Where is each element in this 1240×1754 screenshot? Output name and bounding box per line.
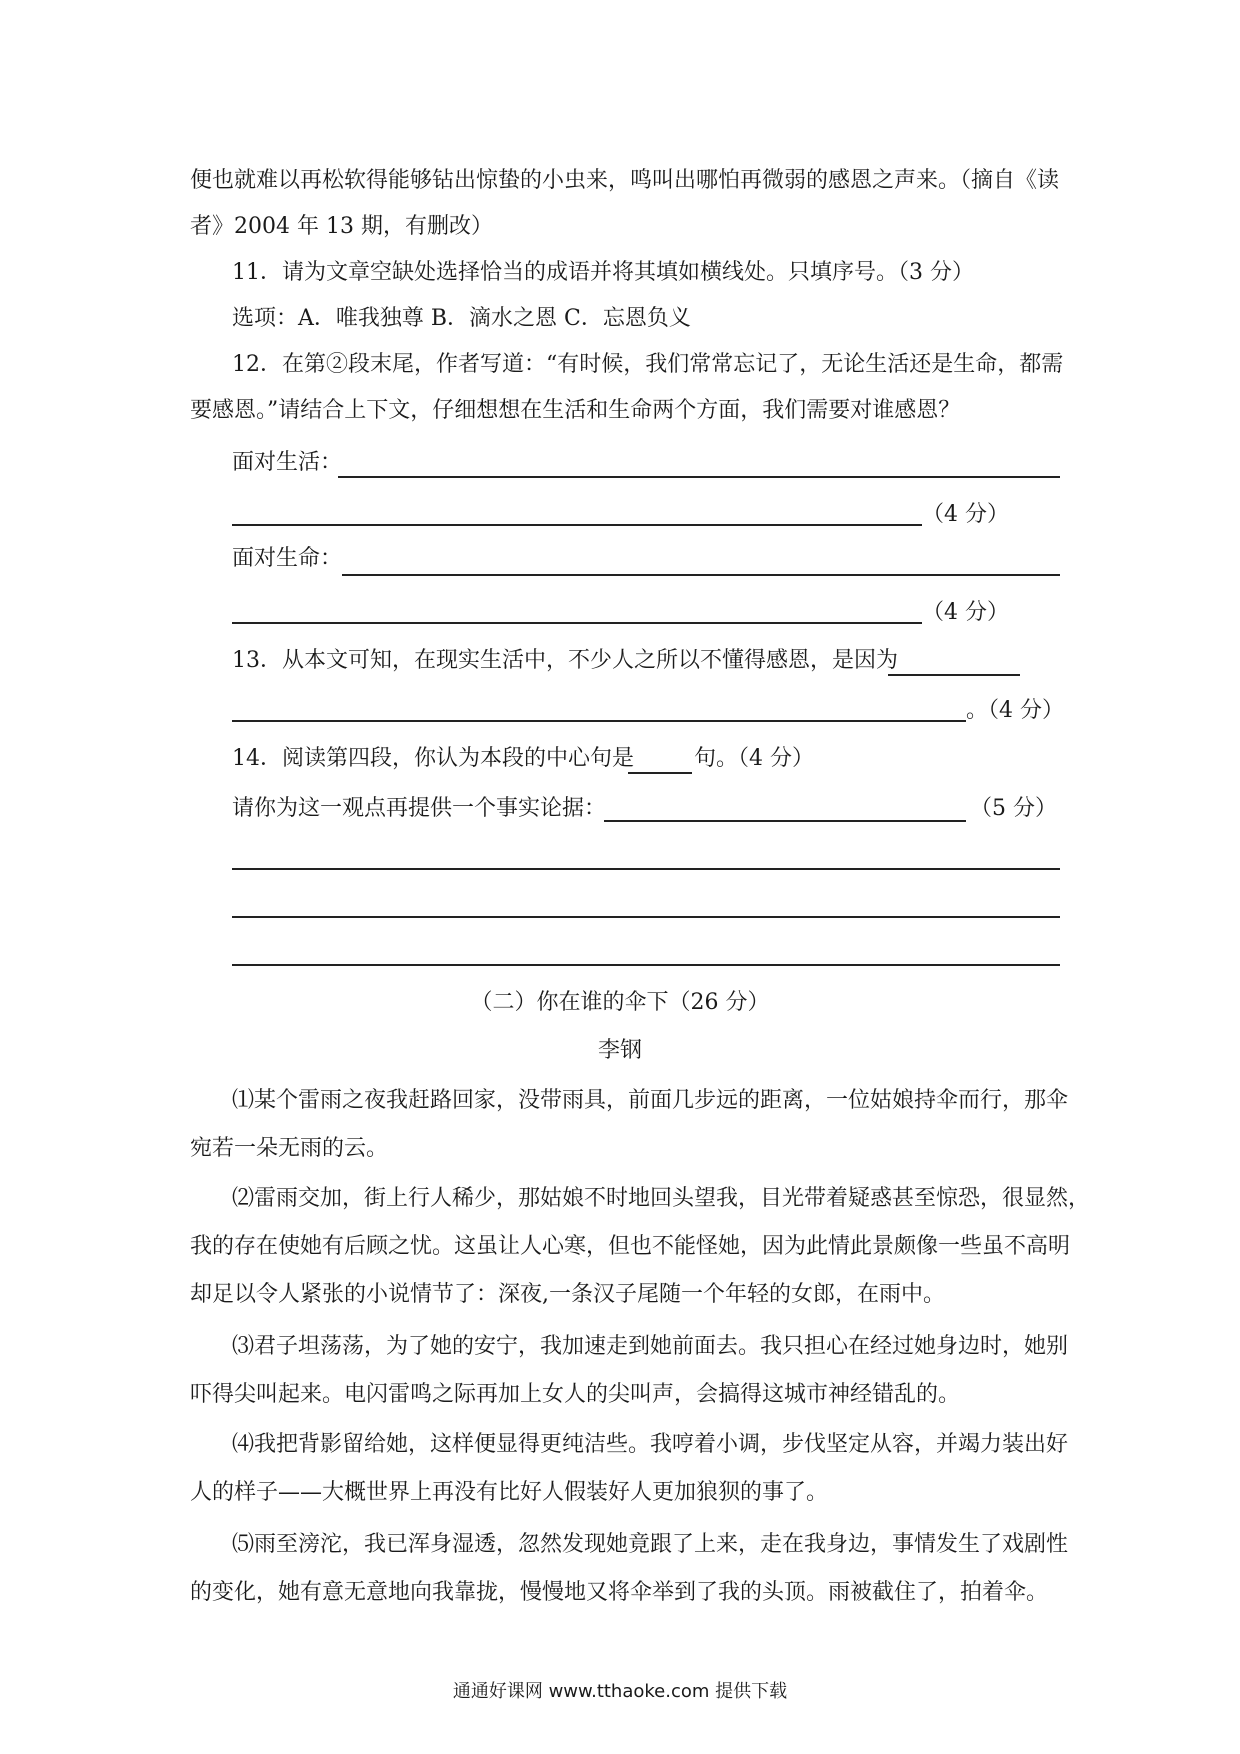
paragraph-2: ⑵雷雨交加，街上行人稀少，那姑娘不时地回头望我，目光带着疑惑甚至惊恐，很显然，: [232, 1186, 1091, 1211]
paragraph-5-cont: 的变化，她有意无意地向我靠拢，慢慢地又将伞举到了我的头顶。雨被截住了，拍着伞。: [190, 1580, 1049, 1605]
paragraph-2-cont: 我的存在使她有后顾之忧。这虽让人心寒，但也不能怪她，因为此情此景颇像一些虽不高明: [190, 1234, 1071, 1259]
question-12-cont: 要感恩。”请结合上下文，仔细想想在生活和生命两个方面，我们需要对谁感恩？: [190, 398, 961, 423]
answer-line[interactable]: [232, 868, 1060, 870]
paragraph-4: ⑷我把背影留给她，这样便显得更纯洁些。我哼着小调，步伐坚定从容，并竭力装出好: [232, 1432, 1069, 1457]
question-14-prompt: 请你为这一观点再提供一个事实论据：: [232, 796, 607, 821]
answer-line[interactable]: [232, 916, 1060, 918]
question-11-options: 选项：A．唯我独尊 B．滴水之恩 C．忘恩负义: [232, 306, 691, 331]
points-label: （4 分）: [922, 600, 1009, 625]
paragraph-3-cont: 吓得尖叫起来。电闪雷鸣之际再加上女人的尖叫声，会搞得这城市神经错乱的。: [190, 1382, 961, 1407]
answer-line[interactable]: [628, 772, 692, 774]
paragraph-3: ⑶君子坦荡荡，为了她的安宁，我加速走到她前面去。我只担心在经过她身边时，她别: [232, 1334, 1069, 1359]
question-12: 12．在第②段末尾，作者写道：“有时候，我们常常忘记了，无论生活还是生命，都需: [232, 352, 1064, 377]
answer-line[interactable]: [604, 820, 966, 822]
question-14: 14．阅读第四段，你认为本段的中心句是: [232, 746, 634, 771]
answer-line[interactable]: [888, 674, 1020, 676]
answer-line[interactable]: [232, 622, 922, 624]
life-label: 面对生活：: [232, 450, 343, 475]
answer-line[interactable]: [342, 574, 1060, 576]
points-label: 。（4 分）: [966, 698, 1064, 723]
text-line: 便也就难以再松软得能够钻出惊蛰的小虫来，鸣叫出哪怕再微弱的感恩之声来。（摘自《读: [190, 168, 1060, 193]
paragraph-1: ⑴某个雷雨之夜我赶路回家，没带雨具，前面几步远的距离，一位姑娘持伞而行，那伞: [232, 1088, 1069, 1113]
text-line: 者》2004 年 13 期，有删改）: [190, 214, 493, 239]
author: 李钢: [597, 1038, 642, 1063]
paragraph-4-cont: 人的样子——大概世界上再没有比好人假装好人更加狼狈的事了。: [190, 1480, 829, 1505]
section-title: （二）你在谁的伞下（26 分）: [470, 990, 770, 1015]
death-label: 面对生命：: [232, 546, 343, 571]
question-13: 13．从本文可知，在现实生活中，不少人之所以不懂得感恩，是因为: [232, 648, 898, 673]
answer-line[interactable]: [232, 524, 922, 526]
points-label: （4 分）: [922, 502, 1009, 527]
paragraph-2-cont: 却足以令人紧张的小说情节了：深夜,一条汉子尾随一个年轻的女郎，在雨中。: [190, 1282, 945, 1307]
paragraph-5: ⑸雨至滂沱，我已浑身湿透，忽然发现她竟跟了上来，走在我身边，事情发生了戏剧性: [232, 1532, 1069, 1557]
question-11: 11．请为文章空缺处选择恰当的成语并将其填如横线处。只填序号。（3 分）: [232, 260, 974, 285]
paragraph-1-cont: 宛若一朵无雨的云。: [190, 1136, 389, 1161]
points-label: （5 分）: [970, 796, 1057, 821]
answer-line[interactable]: [232, 964, 1060, 966]
answer-line[interactable]: [232, 720, 966, 722]
page-footer: 通通好课网 www.tthaoke.com 提供下载: [452, 1681, 788, 1702]
question-14-suffix: 句。（4 分）: [694, 746, 814, 771]
answer-line[interactable]: [338, 476, 1060, 478]
